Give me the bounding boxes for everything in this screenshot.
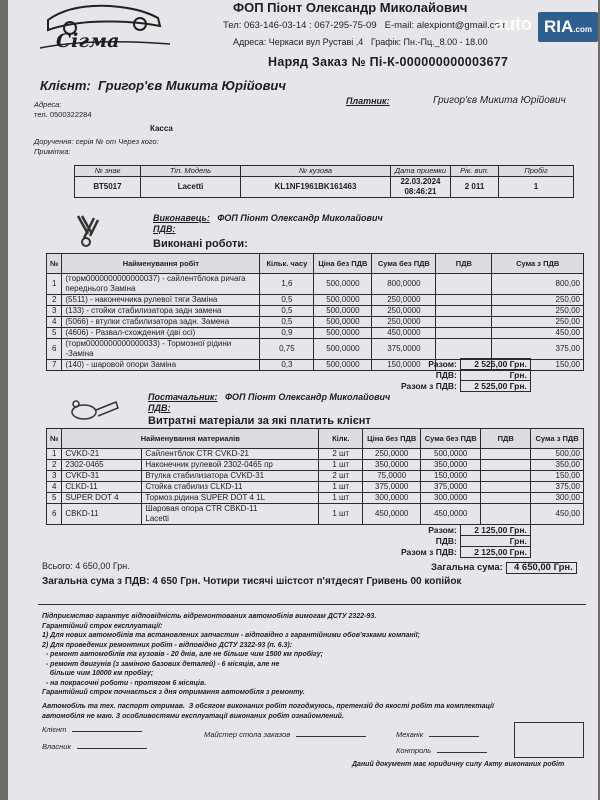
- work-name: [62, 328, 260, 339]
- order-title: Наряд Заказ № Пі-К-000000000003677: [268, 55, 509, 69]
- email: E-mail: alexpiont@gmail.com: [384, 20, 508, 31]
- note-label: Примітка:: [34, 147, 71, 156]
- table-row: [47, 295, 584, 306]
- works-vat-label: ПДВ:: [153, 224, 176, 234]
- car-th-mileage: Пробіг: [499, 166, 574, 177]
- work-total: 250,00: [492, 317, 584, 328]
- table-row: [47, 460, 584, 471]
- work-sum: 250,0000: [372, 317, 436, 328]
- sign-client-line: [72, 731, 142, 732]
- work-vat: [436, 339, 492, 360]
- table-row: [47, 504, 584, 525]
- materials-total-label: Разом з ПДВ:: [401, 547, 457, 557]
- supplier-line: [148, 392, 390, 402]
- works-total-label: Разом з ПДВ:: [401, 381, 457, 391]
- work-name-line: (133) - стойки стабилизатора задн замена: [65, 306, 222, 315]
- table-row: [47, 339, 584, 360]
- firm-address: Адреса: Черкаси вул Руставі ,4: [233, 37, 364, 47]
- materials-table: [46, 428, 584, 525]
- material-total: 150,00: [531, 471, 584, 482]
- grand-total-label: Загальна сума:: [431, 562, 503, 573]
- material-vat: [481, 504, 531, 525]
- materials-th-sum: Сума без ПДВ: [421, 429, 481, 449]
- work-name: [62, 274, 260, 295]
- material-n: 5: [47, 493, 62, 504]
- sign-control-label: Контроль: [396, 746, 432, 755]
- material-sum: 500,0000: [421, 449, 481, 460]
- car-date-day: 22.03.2024: [400, 177, 441, 186]
- material-name: [142, 504, 319, 525]
- car-th-year: Рік. вип.: [451, 166, 499, 177]
- material-n: 1: [47, 449, 62, 460]
- material-code: SUPER DOT 4: [62, 493, 142, 504]
- material-n: 3: [47, 471, 62, 482]
- divider: [38, 604, 586, 605]
- sign-owner-label: Власник: [42, 742, 71, 751]
- materials-th-name: Найменування материалів: [62, 429, 319, 449]
- sign-master-line: [296, 736, 366, 737]
- acceptance-block: [42, 702, 494, 721]
- materials-th-price: Ціна без ПДВ: [363, 429, 421, 449]
- material-name-line: Наконечник рулевой 2302-0465 пр: [145, 460, 273, 469]
- car-row: [75, 177, 574, 198]
- client-label: Клієнт:: [40, 78, 91, 93]
- grand-total-words: Загальна сума з ПДВ: 4 650 Грн. Чотири тисячі шістсот п'ятдесят Гривень 00 копійок: [42, 576, 462, 587]
- material-price: 350,0000: [363, 460, 421, 471]
- table-row: [47, 493, 584, 504]
- sign-mechanic-label: Механік: [396, 730, 424, 739]
- material-name: [142, 449, 319, 460]
- work-qty: 0,5: [260, 317, 314, 328]
- materials-sum: 2 125,00 Грн.: [460, 525, 530, 536]
- stamp-box: [514, 722, 584, 758]
- material-qty: 1 шт: [319, 504, 363, 525]
- material-name-line: Стойка стабилиз CLKD-11: [145, 482, 243, 491]
- materials-th-vat: ПДВ: [481, 429, 531, 449]
- material-total: 350,00: [531, 460, 584, 471]
- supplier-name: ФОП Піонт Олександр Миколайович: [224, 392, 391, 402]
- materials-header-row: [47, 429, 584, 449]
- car-year: 2 011: [451, 177, 499, 198]
- warranty-line: - ремонт двигунів (з заміною базових деталей) - 6 місяців, але не: [42, 660, 280, 668]
- doc-line: Доручення: серія № от Через кого:: [34, 137, 159, 146]
- work-qty: 0,5: [260, 295, 314, 306]
- sign-control-line: [437, 752, 487, 753]
- work-name-line2: переднього Заміна: [65, 284, 136, 293]
- material-code: CBKD-11: [62, 504, 142, 525]
- works-sum: 2 525,00 Грн.: [460, 359, 530, 370]
- materials-title: Витратні матеріали за які платить клієнт: [148, 415, 371, 427]
- work-vat: [436, 328, 492, 339]
- material-total: 375,00: [531, 482, 584, 493]
- materials-th-total: Сума з ПДВ: [531, 429, 584, 449]
- warranty-block: [42, 612, 420, 698]
- logo-text: Сігма: [56, 30, 120, 52]
- car-th-model: Тіп. Модель: [141, 166, 241, 177]
- materials-sum-label: Разом:: [428, 525, 457, 535]
- materials-th-n: №: [47, 429, 62, 449]
- work-qty: 0,9: [260, 328, 314, 339]
- material-total: 500,00: [531, 449, 584, 460]
- phone-numbers: Тел: 063-146-03-14 : 067-295-75-09: [223, 20, 377, 31]
- car-th-plate: № знак: [75, 166, 141, 177]
- client-name: Григор'єв Микита Юрійович: [97, 78, 286, 93]
- work-name-line: (5066) - втулки стабилизатора задн. Замена: [65, 317, 230, 326]
- material-price: 375,0000: [363, 482, 421, 493]
- material-qty: 1 шт: [319, 482, 363, 493]
- car-table: [74, 165, 574, 198]
- work-name-line: (4606) - Развал-схождения (дві осі): [65, 328, 196, 337]
- work-vat: [436, 295, 492, 306]
- acceptance-line: Автомобіль та тех. паспорт отримав. З обсягом виконаних робіт погоджуюсь, претензій до якості робіт та комплектації: [42, 703, 494, 710]
- works-th-qty: Кільк. часу: [260, 254, 314, 274]
- work-n: 2: [47, 295, 62, 306]
- material-vat: [481, 482, 531, 493]
- material-name: [142, 471, 319, 482]
- watermark-ria: RIA: [544, 17, 574, 36]
- materials-body: [47, 449, 584, 525]
- material-n: 4: [47, 482, 62, 493]
- work-price: 500,0000: [314, 328, 372, 339]
- sign-client-label: Клієнт: [42, 725, 67, 734]
- material-name-line: Шаровая опора CTR CBKD-11: [145, 504, 258, 513]
- car-vin: KL1NF1961BK161463: [241, 177, 391, 198]
- material-sum: 150,0000: [421, 471, 481, 482]
- material-qty: 1 шт: [319, 460, 363, 471]
- material-price: 450,0000: [363, 504, 421, 525]
- acceptance-line: автомобіля не маю. З особливостями експлуатації виконаних робіт ознайомлений.: [42, 712, 344, 720]
- material-sum: 450,0000: [421, 504, 481, 525]
- table-row: [47, 449, 584, 460]
- warranty-line: Гарантійний строк експлуатації:: [42, 622, 163, 630]
- sign-control: [396, 746, 487, 755]
- sign-owner: [42, 742, 147, 751]
- work-name: [62, 306, 260, 317]
- sign-mechanic: [396, 730, 479, 739]
- materials-vat-total-label: ПДВ:: [435, 536, 457, 546]
- material-sum: 350,0000: [421, 460, 481, 471]
- car-mileage: 1: [499, 177, 574, 198]
- address-line: [233, 37, 488, 47]
- works-body: [47, 274, 584, 371]
- material-name: [142, 460, 319, 471]
- client-phone: тел. 0500322284: [34, 110, 92, 119]
- works-vat-total-label: ПДВ:: [435, 370, 457, 380]
- work-qty: 0,75: [260, 339, 314, 360]
- sign-mechanic-line: [429, 736, 479, 737]
- client-line: [40, 78, 286, 93]
- works-title: Виконані роботи:: [153, 238, 248, 250]
- material-price: 250,0000: [363, 449, 421, 460]
- car-th-vin: № кузова: [241, 166, 391, 177]
- works-th-sum: Сума без ПДВ: [372, 254, 436, 274]
- material-name: [142, 482, 319, 493]
- work-total: 250,00: [492, 306, 584, 317]
- material-name: [142, 493, 319, 504]
- material-n: 6: [47, 504, 62, 525]
- payer-name: Григор'єв Микита Юрійович: [433, 95, 566, 106]
- works-th-price: Ціна без ПДВ: [314, 254, 372, 274]
- material-vat: [481, 493, 531, 504]
- executor-line: [153, 213, 383, 223]
- work-n: 5: [47, 328, 62, 339]
- work-price: 500,0000: [314, 274, 372, 295]
- warranty-line: - на покрасочні роботи - протягом 6 місяців.: [42, 679, 207, 687]
- work-name-line: (140) - шаровой опори Заміна: [65, 360, 177, 369]
- work-sum: 800,0000: [372, 274, 436, 295]
- materials-vat-total: Грн.: [460, 536, 530, 547]
- car-date-time: 08:46:21: [404, 187, 437, 196]
- material-qty: 2 шт: [319, 449, 363, 460]
- work-vat: [436, 274, 492, 295]
- warranty-line: 1) Для нових автомобілів та встановлених запчастин - відповідно з гарантійними обов'язками компанії;: [42, 632, 420, 639]
- all-total: Всього: 4 650,00 Грн.: [42, 561, 130, 571]
- watermark-suffix: .com: [573, 25, 592, 34]
- work-name: [62, 317, 260, 328]
- works-th-vat: ПДВ: [436, 254, 492, 274]
- material-vat: [481, 460, 531, 471]
- sign-master-label: Майстер стола заказов: [204, 730, 291, 739]
- works-th-n: №: [47, 254, 62, 274]
- material-qty: 2 шт: [319, 471, 363, 482]
- work-n: 7: [47, 360, 62, 371]
- work-sum: 375,0000: [372, 339, 436, 360]
- work-price: 500,0000: [314, 295, 372, 306]
- grand-total: 4 650,00 Грн.: [506, 563, 576, 574]
- car-model: Lacetti: [141, 177, 241, 198]
- payer-label: Платник:: [346, 96, 390, 106]
- works-sum-label: Разом:: [428, 359, 457, 369]
- material-name-line: Тормоз.рідина SUPER DOT 4 1L: [145, 493, 266, 502]
- works-total: 2 525,00 Грн.: [460, 381, 530, 392]
- material-sum: 300,0000: [421, 493, 481, 504]
- firm-name: ФОП Піонт Олександр Миколайович: [233, 0, 468, 15]
- work-price: 500,0000: [314, 339, 372, 360]
- warranty-line: Підприємство гарантує відповідність відремонтованих автомобілів вимогам ДСТУ 2322-93.: [42, 613, 377, 620]
- sign-client: [42, 725, 142, 734]
- work-name-line: (торм0000000000000037) - сайлентблока ричага: [65, 274, 246, 283]
- table-row: [47, 274, 584, 295]
- work-total: 150,00: [492, 360, 584, 371]
- car-header-row: [75, 166, 574, 177]
- material-price: 300,0000: [363, 493, 421, 504]
- work-vat: [436, 306, 492, 317]
- work-price: 500,0000: [314, 306, 372, 317]
- watermark-ria-logo: [538, 12, 598, 42]
- materials-totals: [398, 524, 531, 558]
- material-code: 2302-0465: [62, 460, 142, 471]
- work-total: 250,00: [492, 295, 584, 306]
- supplier-label: Постачальник:: [148, 392, 218, 402]
- car-plate: ВТ5017: [75, 177, 141, 198]
- material-sum: 375,0000: [421, 482, 481, 493]
- material-vat: [481, 471, 531, 482]
- invoice-sheet: [8, 0, 598, 800]
- work-total: 450,00: [492, 328, 584, 339]
- material-name-line: Сайлентблок CTR CVKD-21: [145, 449, 249, 458]
- work-qty: 0,5: [260, 306, 314, 317]
- executor-label: Виконавець:: [153, 213, 210, 223]
- address-label: Адреса:: [34, 100, 62, 109]
- warranty-line: Гарантійний строк почнається з дня отримання автомобіля з ремонту.: [42, 689, 305, 696]
- material-code: CVKD-31: [62, 471, 142, 482]
- material-qty: 1 шт: [319, 493, 363, 504]
- table-row: [47, 471, 584, 482]
- material-name-line: Втулка стабилизатора CVKD-31: [145, 471, 265, 480]
- work-sum: 450,0000: [372, 328, 436, 339]
- table-row: [47, 317, 584, 328]
- works-header-row: [47, 254, 584, 274]
- legal-note: Даний документ має юридичну силу Акту виконаних робіт: [352, 761, 565, 768]
- work-total: 800,00: [492, 274, 584, 295]
- sign-owner-line: [77, 748, 147, 749]
- work-price: 500,0000: [314, 360, 372, 371]
- materials-vat-label: ПДВ:: [148, 403, 171, 413]
- work-n: 1: [47, 274, 62, 295]
- work-sum: 150,0000: [372, 360, 436, 371]
- warranty-line: більше чим 10000 км пробігу;: [42, 670, 154, 677]
- cashier-label: Касса: [150, 124, 173, 133]
- material-total: 300,00: [531, 493, 584, 504]
- work-total: 375,00: [492, 339, 584, 360]
- work-name-line: (торм0000000000000033) - Тормозної рідини -Заміна: [65, 339, 232, 358]
- executor-name: ФОП Піонт Олександр Миколайович: [217, 213, 383, 223]
- works-totals: [398, 358, 531, 392]
- material-code: CVKD-21: [62, 449, 142, 460]
- work-sum: 250,0000: [372, 295, 436, 306]
- work-name-line: (5511) - наконечника рулевої тяги Заміна: [65, 295, 218, 304]
- material-total: 450,00: [531, 504, 584, 525]
- warranty-line: 2) Для проведених ремонтних робіт - відповідно ДСТУ 2322-93 (п. 6.3):: [42, 641, 293, 649]
- work-vat: [436, 317, 492, 328]
- table-row: [47, 328, 584, 339]
- works-table: [46, 253, 584, 371]
- phones: [223, 20, 508, 31]
- materials-th-qty: Кілк.: [319, 429, 363, 449]
- table-row: [47, 482, 584, 493]
- work-name: [62, 339, 260, 360]
- car-th-date: Дата приемки: [391, 166, 451, 177]
- materials-total: 2 125,00 Грн.: [460, 547, 530, 558]
- warranty-line: - ремонт автомобілів та кузовів - 20 днів, але не більше чим 1500 км пробігу;: [42, 651, 323, 658]
- table-row: [47, 306, 584, 317]
- works-th-total: Сума з ПДВ: [492, 254, 584, 274]
- work-name: [62, 295, 260, 306]
- work-qty: 1,6: [260, 274, 314, 295]
- material-price: 75,0000: [363, 471, 421, 482]
- grand-total-box: [428, 562, 577, 574]
- work-n: 3: [47, 306, 62, 317]
- work-sum: 250,0000: [372, 306, 436, 317]
- work-n: 4: [47, 317, 62, 328]
- work-name: [62, 360, 260, 371]
- work-price: 500,0000: [314, 317, 372, 328]
- work-qty: 0,3: [260, 360, 314, 371]
- wrench-icon: [72, 212, 106, 250]
- material-code: CLKD-11: [62, 482, 142, 493]
- car-date: [391, 177, 451, 198]
- works-th-name: Найменування робіт: [62, 254, 260, 274]
- work-schedule: Графік: Пн.-Пц._8.00 - 18.00: [370, 37, 488, 47]
- works-vat-total: Грн.: [460, 370, 530, 381]
- auto-parts-icon: [66, 394, 122, 424]
- material-vat: [481, 449, 531, 460]
- work-n: 6: [47, 339, 62, 360]
- sign-master: [204, 730, 366, 739]
- material-n: 2: [47, 460, 62, 471]
- watermark-auto: auto: [494, 14, 532, 34]
- material-name-line2: Lacetti: [145, 514, 169, 523]
